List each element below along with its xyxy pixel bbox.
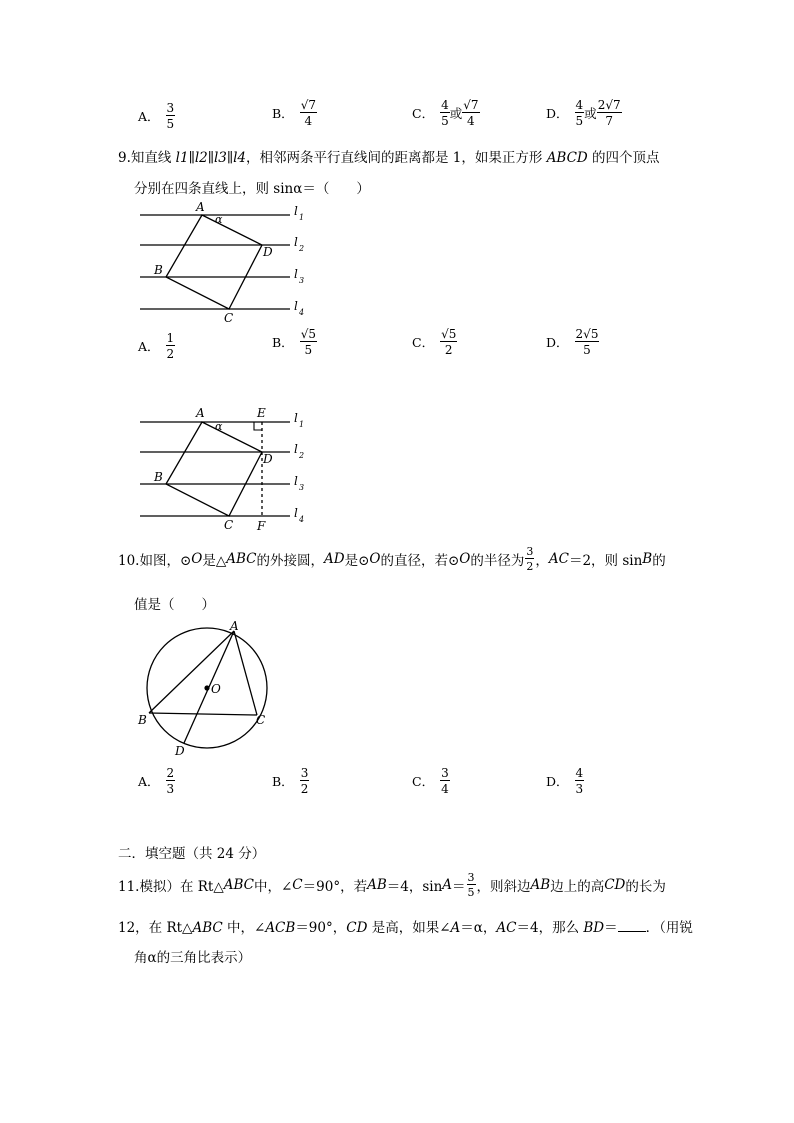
- svg-text:D: D: [263, 452, 273, 466]
- q10-option-d: D． $\frac{4}{3}$: [546, 766, 584, 796]
- svg-text:l: l: [294, 235, 298, 249]
- svg-text:C: C: [224, 518, 234, 532]
- q9-stem-line2: 分别在四条直线上，则 sinα＝（ ）: [134, 181, 370, 197]
- label-e: E: [257, 406, 266, 420]
- q12-stem-line2: 角α的三角比表示）: [134, 950, 252, 966]
- q9-figure-solution: [135, 405, 315, 535]
- q10-stem-line2: 值是（ ）: [134, 597, 215, 613]
- svg-text:4: 4: [299, 515, 305, 524]
- label-b: B: [154, 263, 163, 277]
- svg-text:C: C: [256, 713, 266, 727]
- label-c: C: [224, 311, 234, 325]
- q8-option-c: C． $\frac{4}{5}$ 或 $\frac{√7}{4}$: [412, 98, 479, 128]
- svg-text:4: 4: [299, 308, 305, 317]
- center-dot: [204, 685, 209, 690]
- q9-option-b: B． $\frac{√5}{5}$: [272, 327, 316, 357]
- svg-text:D: D: [175, 744, 185, 758]
- svg-text:2: 2: [299, 244, 305, 253]
- q9-option-d: D． $\frac{2√5}{5}$: [546, 327, 599, 357]
- segment-ac: [234, 631, 257, 715]
- q9-stem-line1: 9.知直线 l1∥l2∥l3∥l4，相邻两条平行直线间的距离都是 1，如果正方形 ABCD 的四个顶点: [118, 150, 660, 166]
- svg-text:2: 2: [299, 451, 305, 460]
- svg-text:l: l: [294, 442, 298, 456]
- segment-bc: [149, 713, 257, 715]
- svg-text:l: l: [294, 506, 298, 520]
- label-alpha: α: [215, 213, 223, 226]
- q10-stem-line1: 10.如图，⊙ O 是△ ABC 的外接圆， AD 是⊙ O 的直径，若⊙ O 的半径为 $\frac{3}{2}$ ， AC ＝2，则 sin B 的: [118, 545, 666, 573]
- svg-text:l: l: [294, 299, 298, 313]
- svg-text:l: l: [294, 411, 298, 425]
- section-heading-fill-in: 二．填空题（共 24 分）: [118, 846, 266, 862]
- q10-option-b: B． $\frac{3}{2}$: [272, 766, 309, 796]
- svg-text:A: A: [230, 619, 239, 633]
- q9-option-a: A． $\frac{1}{2}$: [138, 331, 175, 361]
- segment-ab: [149, 631, 234, 713]
- label-a: A: [196, 200, 205, 214]
- svg-text:B: B: [154, 470, 163, 484]
- right-angle-mark: [254, 422, 262, 430]
- square-abcd: [166, 215, 262, 309]
- label-d: D: [263, 245, 273, 259]
- svg-text:α: α: [215, 420, 223, 433]
- svg-text:A: A: [196, 406, 205, 420]
- q10-option-a: A． $\frac{2}{3}$: [138, 766, 175, 796]
- q10-figure-circle: [135, 616, 280, 764]
- svg-text:l: l: [294, 267, 298, 281]
- q8-option-d: D． $\frac{4}{5}$ 或 $\frac{2√7}{7}$: [546, 98, 621, 128]
- svg-text:B: B: [138, 713, 147, 727]
- label-f: F: [257, 519, 266, 533]
- q10-option-c: C． $\frac{3}{4}$: [412, 766, 449, 796]
- q9-option-c: C． $\frac{√5}{2}$: [412, 327, 457, 357]
- svg-text:O: O: [211, 682, 221, 696]
- svg-text:3: 3: [299, 276, 305, 285]
- q12-stem-line1: 12，在 Rt△ABC 中，∠ACB＝90°，CD 是高，如果∠A＝α，AC＝4，那么 BD＝ ．（用锐: [118, 920, 693, 936]
- q8-option-a: A． $\frac{3}{5}$: [138, 101, 175, 131]
- svg-text:3: 3: [299, 483, 305, 492]
- svg-text:1: 1: [299, 213, 305, 222]
- q11-stem: 11.模拟）在 Rt△ ABC 中，∠ C ＝90°，若 AB ＝4，sin A ＝ $\frac{3}{5}$ ，则斜边 AB 边上的高 CD 的长为: [118, 871, 666, 899]
- svg-text:l: l: [294, 204, 298, 218]
- svg-text:l: l: [294, 474, 298, 488]
- q9-figure-square: [135, 198, 315, 328]
- answer-blank[interactable]: [618, 919, 646, 932]
- q8-option-b: B． $\frac{√7}{4}$: [272, 98, 316, 128]
- svg-text:1: 1: [299, 420, 305, 429]
